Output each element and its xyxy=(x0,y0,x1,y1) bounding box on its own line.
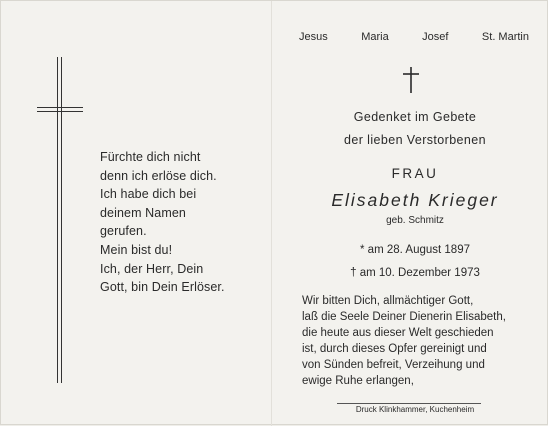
remembrance-line-2: der lieben Verstorbenen xyxy=(344,133,486,147)
prayer-line: ist, durch dieses Opfer gereinigt und xyxy=(302,343,487,355)
prayer-line: ewige Ruhe erlangen, xyxy=(302,375,414,387)
large-cross-vertical xyxy=(57,57,62,383)
verse-line: gerufen. xyxy=(100,224,147,239)
prayer-line: die heute aus dieser Welt geschieden xyxy=(302,327,494,339)
prayer-text xyxy=(302,293,506,389)
saints-header xyxy=(299,31,529,43)
death-date: † am 10. Dezember 1973 xyxy=(350,267,480,279)
verse-line: Ich habe dich bei xyxy=(100,187,197,202)
printer-credit: Druck Klinkhammer, Kuchenheim xyxy=(355,405,475,414)
saint-name: Jesus xyxy=(299,31,328,43)
remembrance-line-1: Gedenket im Gebete xyxy=(353,110,477,124)
bible-verse xyxy=(100,148,225,297)
deceased-name: Elisabeth Krieger xyxy=(331,190,499,210)
large-cross-joint xyxy=(58,108,61,111)
saint-name: Josef xyxy=(422,31,449,43)
card-fold xyxy=(271,1,272,426)
salutation: FRAU xyxy=(391,166,439,181)
verse-line: Ich, der Herr, Dein xyxy=(100,261,204,276)
verse-line: Mein bist du! xyxy=(100,242,173,257)
saint-name: St. Martin xyxy=(481,31,529,43)
prayer-line: Wir bitten Dich, allmächtiger Gott, xyxy=(302,295,474,307)
printer-rule xyxy=(337,403,481,404)
small-cross-icon xyxy=(401,66,421,94)
birth-name: geb. Schmitz xyxy=(386,215,444,226)
saint-name: Maria xyxy=(361,31,389,43)
prayer-line: laß die Seele Deiner Dienerin Elisabeth, xyxy=(302,311,506,323)
verse-line: Gott, bin Dein Erlöser. xyxy=(100,280,225,295)
verse-line: Fürchte dich nicht xyxy=(100,150,201,164)
verse-line: deinem Namen xyxy=(100,205,186,220)
prayer-line: von Sünden befreit, Verzeihung und xyxy=(302,359,485,371)
birth-date: * am 28. August 1897 xyxy=(360,244,470,256)
verse-line: denn ich erlöse dich. xyxy=(100,168,217,183)
